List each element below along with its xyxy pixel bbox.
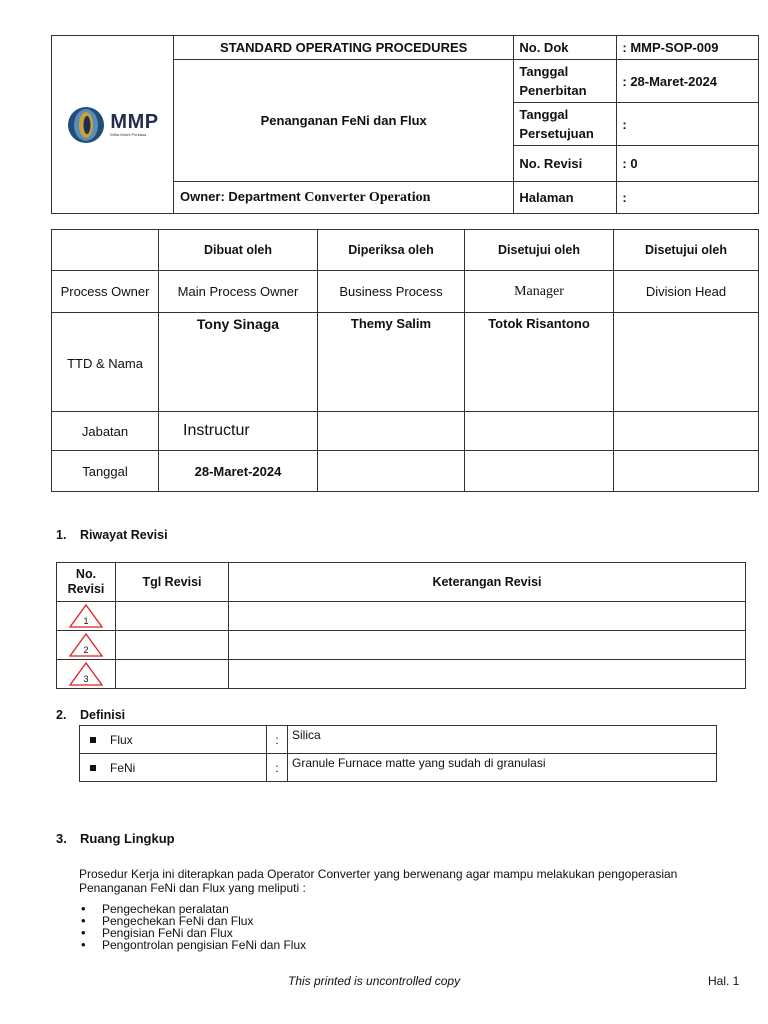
section-number: 1.: [56, 528, 67, 542]
revision-date-cell: [116, 631, 229, 660]
field-label-tanggal-penerbitan: Tanggal Penerbitan: [514, 60, 617, 103]
revision-table: [56, 562, 746, 689]
company-logo: [52, 36, 174, 214]
signer-name: Totok Risantono: [465, 313, 614, 412]
approval-cell: 28-Maret-2024: [159, 451, 318, 492]
square-bullet-icon: [90, 765, 96, 771]
field-label-no-dok: No. Dok: [514, 36, 617, 60]
section-number: 2.: [56, 708, 67, 722]
table-row: [57, 660, 746, 689]
scope-bullet-list: [79, 903, 306, 951]
definition-term: Flux: [80, 726, 267, 754]
approval-header-cell: Disetujui oleh: [614, 230, 759, 271]
field-value-tanggal-penerbitan: : 28-Maret-2024: [617, 60, 759, 103]
revision-number: 3: [83, 674, 89, 684]
list-item: • Pengontrolan pengisian FeNi dan Flux: [79, 939, 306, 951]
square-bullet-icon: [90, 737, 96, 743]
field-value-no-revisi: : 0: [617, 146, 759, 182]
approval-cell: Tanggal: [52, 451, 159, 492]
section-title: Ruang Lingkup: [80, 831, 175, 846]
approval-cell: Instructur: [159, 412, 318, 451]
revision-desc-cell: [229, 602, 746, 631]
revision-triangle-icon: [68, 661, 104, 687]
approval-cell: [614, 412, 759, 451]
page-number: Hal. 1: [708, 974, 740, 988]
revision-no-cell: [57, 660, 116, 689]
approval-cell: [465, 451, 614, 492]
table-row: [57, 602, 746, 631]
section-number: 3.: [56, 831, 67, 846]
field-value-no-dok: : MMP-SOP-009: [617, 36, 759, 60]
signer-name: [614, 313, 759, 412]
approval-header-cell: Diperiksa oleh: [318, 230, 465, 271]
revision-number: 1: [83, 616, 89, 626]
logo-wordmark: MMP: [110, 111, 159, 133]
section-heading-ruang-lingkup: [56, 831, 175, 846]
table-row: [80, 754, 717, 782]
definition-separator: :: [267, 754, 288, 782]
section-heading-definisi: [56, 708, 125, 722]
definition-desc: Granule Furnace matte yang sudah di granulasi: [288, 754, 717, 782]
revision-triangle-icon: [68, 603, 104, 629]
approval-cell: [614, 451, 759, 492]
approval-cell: [318, 451, 465, 492]
table-row: [57, 631, 746, 660]
signer-name: Tony Sinaga: [159, 313, 318, 412]
section-title: Riwayat Revisi: [80, 528, 168, 542]
logo-subtext: Mitra Murni Perkasa: [110, 132, 147, 137]
approval-table: [51, 229, 759, 492]
approval-header-cell: Dibuat oleh: [159, 230, 318, 271]
revision-triangle-icon: [68, 632, 104, 658]
section-title: Definisi: [80, 708, 126, 722]
revision-no-cell: [57, 602, 116, 631]
revision-date-cell: [116, 602, 229, 631]
list-item: • Pengechekan peralatan: [79, 903, 306, 915]
definition-term: FeNi: [80, 754, 267, 782]
revision-no-cell: [57, 631, 116, 660]
document-header: [51, 35, 759, 214]
revision-header-desc: Keterangan Revisi: [229, 563, 746, 602]
approval-cell: Division Head: [614, 271, 759, 313]
table-row: [80, 726, 717, 754]
approval-header-cell: Disetujui oleh: [465, 230, 614, 271]
approval-cell: Manager: [465, 271, 614, 313]
owner-cell: [174, 182, 514, 214]
approval-cell: Jabatan: [52, 412, 159, 451]
approval-cell: Business Process: [318, 271, 465, 313]
revision-header-no: No. Revisi: [57, 563, 116, 602]
footer-note: This printed is uncontrolled copy: [288, 974, 461, 988]
scope-paragraph-line: Prosedur Kerja ini diterapkan pada Operator Converter yang berwenang agar mampu melakukan pengoperasian: [79, 867, 678, 881]
field-label-halaman: Halaman: [514, 182, 617, 214]
list-item: • Pengechekan FeNi dan Flux: [79, 915, 306, 927]
owner-prefix: Owner: Department: [180, 189, 301, 204]
field-label-no-revisi: No. Revisi: [514, 146, 617, 182]
approval-cell: [318, 412, 465, 451]
field-value-tanggal-persetujuan: :: [617, 103, 759, 146]
document-title: Penanganan FeNi dan Flux: [174, 60, 514, 182]
approval-cell: Process Owner: [52, 271, 159, 313]
field-value-halaman: :: [617, 182, 759, 214]
scope-paragraph-line: Penanganan FeNi dan Flux yang meliputi :: [79, 881, 306, 895]
approval-cell: Main Process Owner: [159, 271, 318, 313]
definition-separator: :: [267, 726, 288, 754]
revision-desc-cell: [229, 660, 746, 689]
approval-cell: TTD & Nama: [52, 313, 159, 412]
owner-department: Converter Operation: [304, 190, 431, 205]
mmp-logo-icon: [66, 105, 106, 145]
approval-cell: [465, 412, 614, 451]
definition-table: [79, 725, 717, 782]
scope-paragraph: [79, 867, 749, 895]
section-heading-riwayat-revisi: [56, 528, 168, 542]
revision-header-date: Tgl Revisi: [116, 563, 229, 602]
definition-desc: Silica: [288, 726, 717, 754]
sop-label: STANDARD OPERATING PROCEDURES: [174, 36, 514, 60]
approval-header-cell: [52, 230, 159, 271]
field-label-tanggal-persetujuan: Tanggal Persetujuan: [514, 103, 617, 146]
revision-desc-cell: [229, 631, 746, 660]
list-item: • Pengisian FeNi dan Flux: [79, 927, 306, 939]
revision-number: 2: [83, 645, 89, 655]
signer-name: Themy Salim: [318, 313, 465, 412]
revision-date-cell: [116, 660, 229, 689]
